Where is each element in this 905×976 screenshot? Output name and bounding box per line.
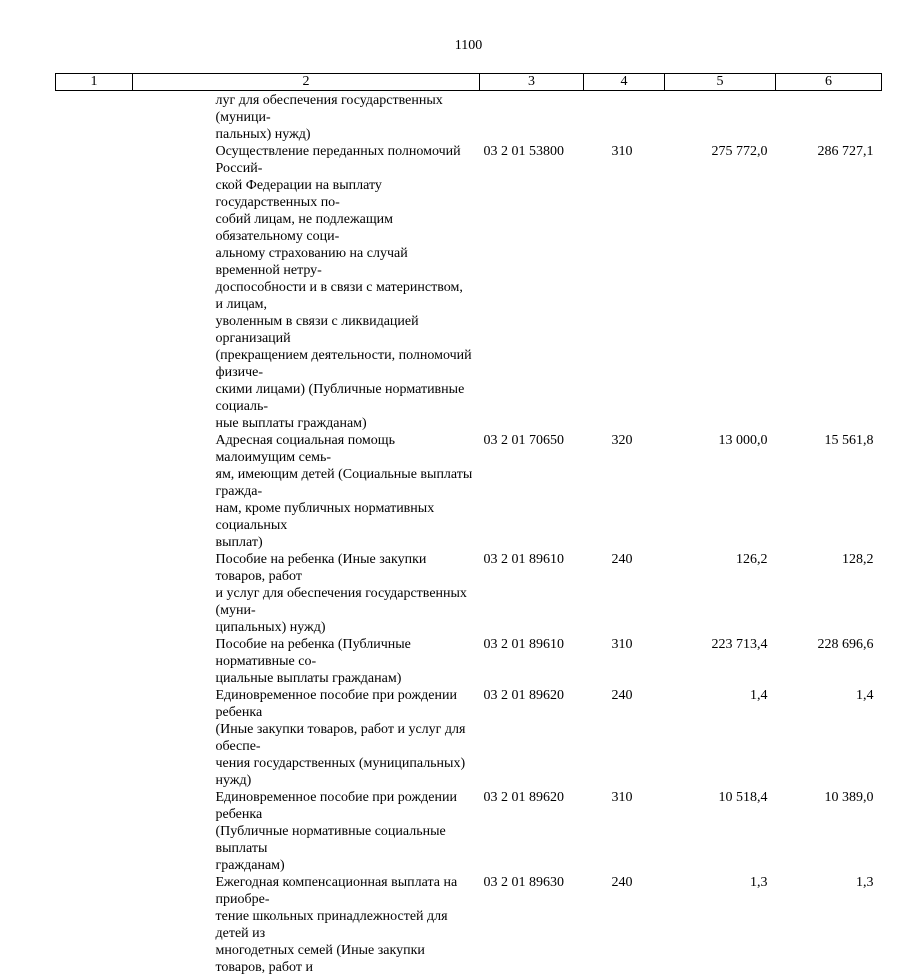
table-row	[56, 551, 882, 636]
target-code-cell: 03 2 01 53800	[480, 143, 584, 432]
target-code-cell: 03 2 01 89620	[480, 687, 584, 789]
row-number-cell	[56, 91, 133, 144]
target-code-cell	[480, 91, 584, 144]
table-row	[56, 874, 882, 976]
amount-year1-cell: 1,3	[665, 874, 776, 976]
expense-type-cell	[584, 91, 665, 144]
expense-type-cell: 320	[584, 432, 665, 551]
row-number-cell	[56, 789, 133, 874]
row-number-cell	[56, 143, 133, 432]
target-code-cell: 03 2 01 70650	[480, 432, 584, 551]
amount-year2-cell: 128,2	[776, 551, 882, 636]
amount-year1-cell: 10 518,4	[665, 789, 776, 874]
amount-year2-cell: 1,3	[776, 874, 882, 976]
amount-year1-cell: 1,4	[665, 687, 776, 789]
column-header: 1	[56, 74, 133, 91]
budget-table	[55, 73, 882, 976]
amount-year2-cell: 10 389,0	[776, 789, 882, 874]
table-header-row	[56, 74, 882, 91]
expense-type-cell: 240	[584, 687, 665, 789]
table-body	[56, 91, 882, 976]
table-row	[56, 687, 882, 789]
amount-year2-cell: 1,4	[776, 687, 882, 789]
column-header: 4	[584, 74, 665, 91]
description-cell: Единовременное пособие при рождении ребенка (Иные закупки товаров, работ и услуг для обеспе- чения государственных (муниципальных) нужд)	[133, 687, 480, 789]
description-cell: Осуществление переданных полномочий Россий- ской Федерации на выплату государственных по- собий лицам, не подлежащим обязательному соци- альному страхованию на случай временной нетру- доспособности и в связи с материнством, и лицам, уволенным в связи с ликвидацией организаций (прекращением деятельности, полномочий физиче- скими лицами) (Публичные нормативные социаль- ные выплаты гражданам)	[133, 143, 480, 432]
description-cell: Пособие на ребенка (Иные закупки товаров, работ и услуг для обеспечения государственных (муни- ципальных) нужд)	[133, 551, 480, 636]
expense-type-cell: 310	[584, 636, 665, 687]
table-row	[56, 91, 882, 144]
row-number-cell	[56, 636, 133, 687]
row-number-cell	[56, 432, 133, 551]
description-cell: Адресная социальная помощь малоимущим семь- ям, имеющим детей (Социальные выплаты гражда- нам, кроме публичных нормативных социальных выплат)	[133, 432, 480, 551]
description-cell: Единовременное пособие при рождении ребенка (Публичные нормативные социальные выплаты гражданам)	[133, 789, 480, 874]
amount-year2-cell: 228 696,6	[776, 636, 882, 687]
amount-year1-cell: 223 713,4	[665, 636, 776, 687]
row-number-cell	[56, 551, 133, 636]
description-cell: Пособие на ребенка (Публичные нормативные со- циальные выплаты гражданам)	[133, 636, 480, 687]
amount-year1-cell: 13 000,0	[665, 432, 776, 551]
column-header: 2	[133, 74, 480, 91]
table-row	[56, 636, 882, 687]
amount-year1-cell: 275 772,0	[665, 143, 776, 432]
target-code-cell: 03 2 01 89630	[480, 874, 584, 976]
column-header: 3	[480, 74, 584, 91]
amount-year2-cell: 15 561,8	[776, 432, 882, 551]
amount-year2-cell	[776, 91, 882, 144]
column-header: 6	[776, 74, 882, 91]
table-row	[56, 432, 882, 551]
column-header: 5	[665, 74, 776, 91]
page-number: 1100	[0, 38, 905, 54]
row-number-cell	[56, 687, 133, 789]
table-row	[56, 789, 882, 874]
amount-year1-cell	[665, 91, 776, 144]
target-code-cell: 03 2 01 89620	[480, 789, 584, 874]
row-number-cell	[56, 874, 133, 976]
amount-year2-cell: 286 727,1	[776, 143, 882, 432]
amount-year1-cell: 126,2	[665, 551, 776, 636]
expense-type-cell: 240	[584, 551, 665, 636]
target-code-cell: 03 2 01 89610	[480, 551, 584, 636]
description-cell: Ежегодная компенсационная выплата на приобре- тение школьных принадлежностей для детей из многодетных семей (Иные закупки товаров, работ и	[133, 874, 480, 976]
expense-type-cell: 310	[584, 789, 665, 874]
target-code-cell: 03 2 01 89610	[480, 636, 584, 687]
expense-type-cell: 240	[584, 874, 665, 976]
expense-type-cell: 310	[584, 143, 665, 432]
table-row	[56, 143, 882, 432]
description-cell: луг для обеспечения государственных (муници- пальных) нужд)	[133, 91, 480, 144]
